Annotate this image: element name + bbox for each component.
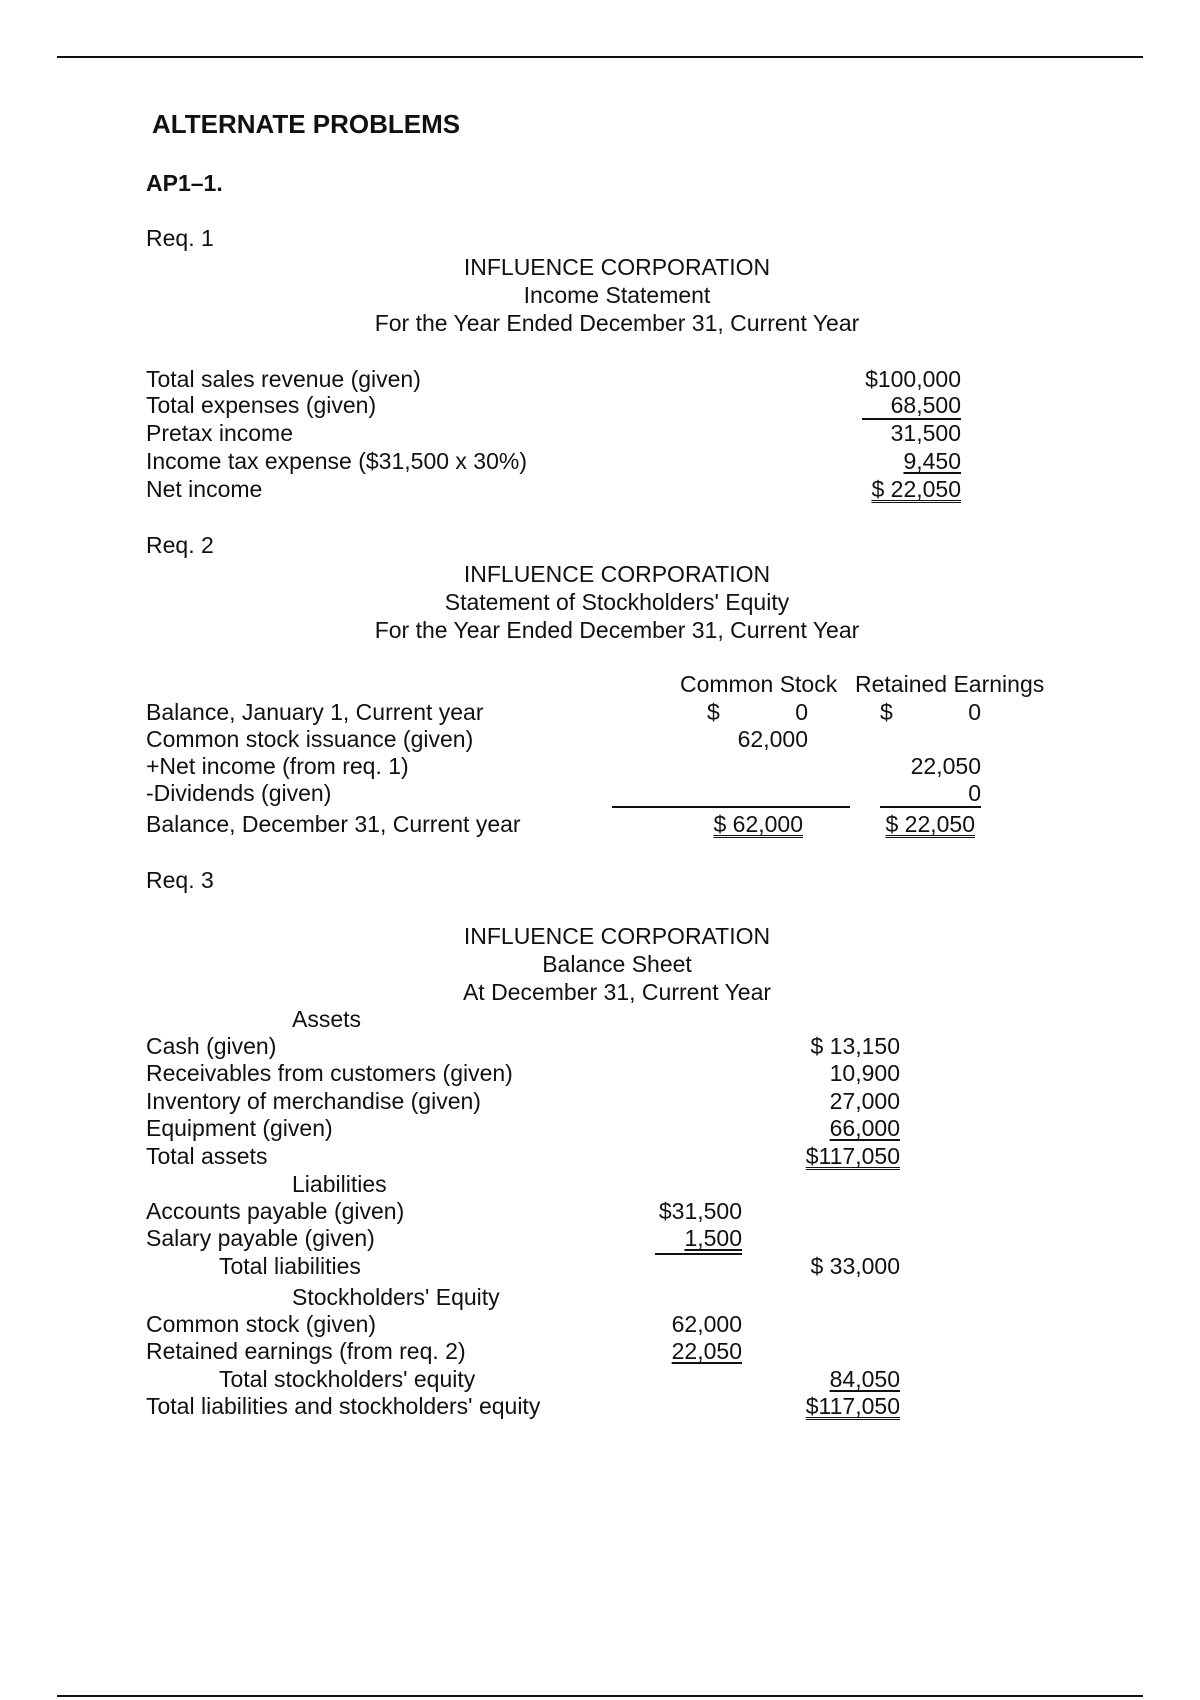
income-row-value: 68,500: [890, 392, 961, 418]
column-header-retained-earnings: Retained Earnings: [855, 671, 1045, 697]
equity-item-value: 22,050: [671, 1338, 742, 1364]
income-row-label: Pretax income: [146, 420, 294, 446]
liabilities-heading: Liabilities: [292, 1171, 387, 1197]
column-header-common-stock: Common Stock: [680, 671, 838, 697]
top-rule: [57, 56, 1143, 58]
req1-statement-title: Income Statement: [523, 282, 711, 308]
assets-heading: Assets: [292, 1006, 362, 1032]
liability-row-value: $31,500: [658, 1198, 742, 1224]
income-row-label: Net income: [146, 476, 263, 502]
equity-ending-cs: $ 62,000: [713, 811, 803, 837]
req3-statement-title: Balance Sheet: [542, 951, 692, 977]
liabilities-subtotal-rule: [655, 1253, 742, 1255]
equity-row-re: 22,050: [910, 753, 981, 779]
equity-row-label: +Net income (from req. 1): [146, 753, 409, 779]
liability-row-label: Salary payable (given): [146, 1225, 375, 1251]
income-row-label: Income tax expense ($31,500 x 30%): [146, 448, 528, 474]
income-row-label: Total expenses (given): [146, 392, 377, 418]
equity-ending-re: $ 22,050: [885, 811, 975, 837]
equity-row-label: -Dividends (given): [146, 780, 332, 806]
asset-row-value: $ 13,150: [810, 1033, 900, 1059]
liability-row-value: 1,500: [684, 1225, 742, 1251]
equity-row-cs: 0: [795, 699, 808, 725]
req1-period: For the Year Ended December 31, Current Year: [374, 310, 860, 336]
common-stock-total-rule: [612, 806, 850, 808]
req3-period: At December 31, Current Year: [462, 979, 772, 1005]
total-equity-label: Total stockholders' equity: [219, 1366, 476, 1392]
req1-label: Req. 1: [146, 225, 214, 251]
income-row-value: $100,000: [865, 366, 961, 392]
equity-row-cs-dollar: $: [707, 699, 720, 725]
bottom-rule: [57, 1695, 1143, 1697]
req2-period: For the Year Ended December 31, Current Year: [374, 617, 860, 643]
asset-row-value: 66,000: [829, 1115, 900, 1141]
problem-number: AP1–1.: [146, 170, 223, 196]
total-equity-value: 84,050: [829, 1366, 900, 1392]
asset-row-label: Cash (given): [146, 1033, 277, 1059]
equity-item-label: Common stock (given): [146, 1311, 377, 1337]
income-row-label: Total sales revenue (given): [146, 366, 421, 392]
total-liabilities-equity-value: $117,050: [805, 1393, 900, 1419]
liability-row-label: Accounts payable (given): [146, 1198, 405, 1224]
req2-company: INFLUENCE CORPORATION: [463, 561, 771, 587]
req3-company: INFLUENCE CORPORATION: [463, 923, 771, 949]
req2-label: Req. 2: [146, 532, 214, 558]
equity-row-re: 0: [968, 699, 981, 725]
equity-item-label: Retained earnings (from req. 2): [146, 1338, 466, 1364]
asset-row-label: Equipment (given): [146, 1115, 333, 1141]
income-row-value: 9,450: [903, 448, 961, 474]
req1-company: INFLUENCE CORPORATION: [463, 254, 771, 280]
equity-row-label: Balance, December 31, Current year: [146, 811, 521, 837]
equity-row-label: Common stock issuance (given): [146, 726, 474, 752]
total-liabilities-equity-label: Total liabilities and stockholders' equity: [146, 1393, 541, 1419]
total-liabilities-value: $ 33,000: [810, 1253, 900, 1279]
req3-label: Req. 3: [146, 867, 214, 893]
retained-earnings-total-rule: [880, 806, 981, 808]
equity-row-re: 0: [968, 780, 981, 806]
equity-heading: Stockholders' Equity: [292, 1284, 500, 1310]
net-income-value: $ 22,050: [871, 476, 961, 502]
page-title: ALTERNATE PROBLEMS: [152, 109, 461, 139]
equity-item-value: 62,000: [671, 1311, 742, 1337]
asset-row-label: Inventory of merchandise (given): [146, 1088, 481, 1114]
asset-row-label: Receivables from customers (given): [146, 1060, 513, 1086]
equity-row-label: Balance, January 1, Current year: [146, 699, 484, 725]
asset-row-label: Total assets: [146, 1143, 268, 1169]
equity-row-re-dollar: $: [880, 699, 893, 725]
equity-row-cs: 62,000: [737, 726, 808, 752]
asset-row-value: 10,900: [829, 1060, 900, 1086]
total-liabilities-label: Total liabilities: [219, 1253, 361, 1279]
asset-row-value: 27,000: [829, 1088, 900, 1114]
income-row-value: 31,500: [890, 420, 961, 446]
total-assets-value: $117,050: [805, 1143, 900, 1169]
req2-statement-title: Statement of Stockholders' Equity: [444, 589, 790, 615]
